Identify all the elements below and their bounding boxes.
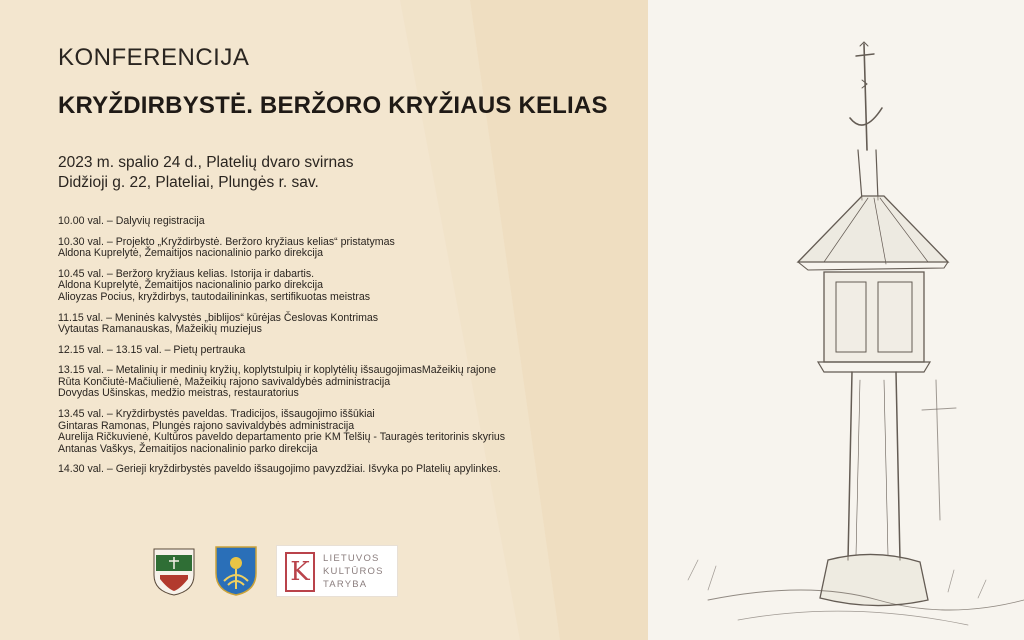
venue-address: Didžioji g. 22, Plateliai, Plungės r. sav. (58, 174, 319, 191)
lkt-wordmark (323, 552, 384, 591)
program-item (58, 216, 638, 228)
program-line: 10.00 val. – Dalyvių registracija (58, 215, 205, 227)
program-line: Antanas Vaškys, Žemaitijos nacionalinio parko direkcija (58, 442, 318, 455)
program-line: 10.45 val. – Beržoro kryžiaus kelias. Istorija ir dabartis. (58, 267, 315, 280)
program-line: Aurelija Ričkuvienė, Kultūros paveldo departamento prie KM Telšių - Tauragės teritorinis skyrius (58, 431, 506, 444)
zemaitijos-park-logo (150, 545, 198, 597)
program-line: Gintaras Ramonas, Plungės rajono savivaldybės administracija (58, 419, 355, 432)
program-line: 13.15 val. – Metalinių ir medinių kryžių, koplytstulpių ir koplytėlių išsaugojimasMažeikių rajone (58, 364, 497, 377)
shrine-drawing (648, 0, 1024, 640)
program-line: 12.15 val. – 13.15 val. – Pietų pertrauka (58, 343, 246, 356)
lkt-line: KULTŪROS (323, 566, 384, 577)
lkt-line: TARYBA (323, 579, 368, 590)
conference-label: KONFERENCIJA (58, 44, 250, 71)
wayside-shrine-sketch (648, 0, 1024, 640)
program-line: 11.15 val. – Meninės kalvystės „biblijos“ kūrėjas Česlovas Kontrimas (58, 311, 379, 324)
program-line: Vytautas Ramanauskas, Mažeikių muziejus (58, 323, 262, 336)
lkt-line: LIETUVOS (323, 553, 380, 564)
program-line: 14.30 val. – Gerieji kryždirbystės paveldo išsaugojimo pavyzdžiai. Išvyka po Platelių apylinkes. (58, 463, 501, 476)
program-line: Dovydas Ušinskas, medžio meistras, restauratorius (58, 387, 299, 400)
program-item (58, 365, 638, 400)
conference-title: KRYŽDIRBYSTĖ. BERŽORO KRYŽIAUS KELIAS (58, 92, 608, 119)
program-list (58, 216, 638, 485)
plunge-coat-of-arms (214, 545, 258, 597)
program-item (58, 345, 638, 357)
program-line: Aldona Kuprelytė, Žemaitijos nacionalinio parko direkcija (58, 279, 323, 292)
program-line: 10.30 val. – Projekto „Kryždirbystė. Beržoro kryžiaus kelias“ pristatymas (58, 235, 395, 248)
program-item (58, 313, 638, 336)
program-line: Aldona Kuprelytė, Žemaitijos nacionalinio parko direkcija (58, 247, 323, 260)
coat-of-arms-icon (214, 545, 258, 597)
program-line: 13.45 val. – Kryždirbystės paveldas. Tradicijos, išsaugojimo iššūkiai (58, 408, 375, 421)
lietuvos-kulturos-taryba-logo (276, 545, 398, 597)
program-item (58, 464, 638, 476)
venue-date-place: 2023 m. spalio 24 d., Platelių dvaro svirnas (58, 154, 354, 171)
program-line: Alioyzas Pocius, kryždirbys, tautodailininkas, sertifikuotas meistras (58, 290, 371, 303)
lkt-mark: K (285, 552, 315, 592)
conference-content (58, 0, 638, 640)
program-line: Rūta Končiutė-Mačiulienė, Mažeikių rajono savivaldybės administracija (58, 375, 391, 388)
program-item (58, 237, 638, 260)
program-item (58, 409, 638, 455)
program-item (58, 269, 638, 304)
zemaitijos-emblem-icon (150, 545, 198, 597)
venue-info (58, 153, 354, 193)
